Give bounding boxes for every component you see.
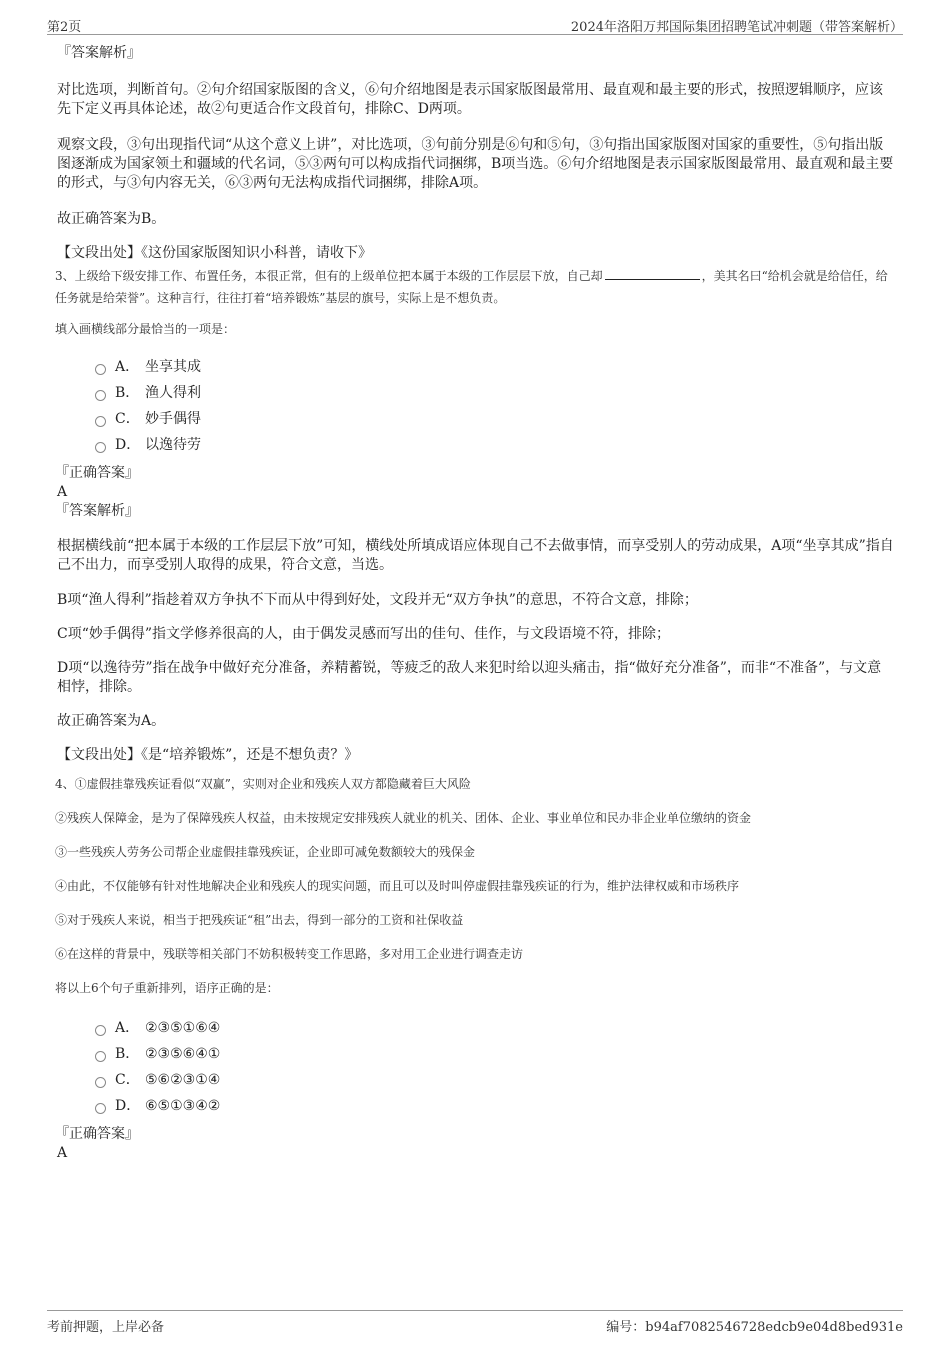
option-letter: A． [115,1020,140,1036]
radio-icon[interactable] [95,1103,106,1114]
option-text: ⑤⑥②③①④ [145,1072,221,1088]
document-title: 2024年洛阳万邦国际集团招聘笔试冲刺题（带答案解析） [570,20,903,35]
q3-source: 【文段出处】《是“培养锻炼”，还是不想负责？》 [57,747,359,763]
option-text: 渔人得利 [145,385,201,401]
q2-source: 【文段出处】《这份国家版图知识小科普，请收下》 [57,245,372,261]
q3-stem [55,265,895,309]
q3-analysis-p1: 根据横线前“把本属于本级的工作层层下放”可知，横线处所填成语应体现自己不去做事情，而享受别人的劳动成果，A项“坐享其成”指自己不出力，而享受别人取得的成果，符合文意，当选。 [57,538,894,573]
q4-sentence-1: 4、①虚假挂靠残疾证看似“双赢”，实则对企业和残疾人双方都隐藏着巨大风险 [55,777,471,791]
option-letter: D． [115,1098,141,1114]
footer-slogan: 考前押题，上岸必备 [47,1320,165,1335]
q3-option-d[interactable] [95,432,895,458]
q4-sentence-6: ⑥在这样的背景中，残联等相关部门不妨积极转变工作思路，多对用工企业进行调查走访 [55,947,524,961]
radio-icon[interactable] [95,364,106,375]
radio-icon[interactable] [95,442,106,453]
q4-option-b[interactable] [95,1041,895,1067]
q3-stem-part-b: ，美其名曰“给机会就是给信任，给任务就是给荣誉”。这种言行，往往打着“培养锻炼”基层的旗号，实际上是不想负责。 [55,269,888,305]
option-text: ②③⑤①⑥④ [145,1020,221,1036]
option-letter: D． [115,437,141,453]
q3-option-c[interactable] [95,406,895,432]
page-header [47,14,903,35]
radio-icon[interactable] [95,416,106,427]
option-text: ⑥⑤①③④② [145,1098,221,1114]
radio-icon[interactable] [95,1025,106,1036]
q4-sentence-3: ③一些残疾人劳务公司帮企业虚假挂靠残疾证，企业即可减免数额较大的残保金 [55,845,476,859]
q4-sentence-2: ②残疾人保障金，是为了保障残疾人权益，由未按规定安排残疾人就业的机关、团体、企业、事业单位和民办非企业单位缴纳的资金 [55,811,752,825]
q3-options [95,354,895,458]
q4-correct-label: 『正确答案』 [55,1126,139,1142]
q3-analysis-p4: D项“以逸待劳”指在战争中做好充分准备，养精蓄锐，等疲乏的敌人来犯时给以迎头痛击，指“做好充分准备”，而非“不准备”，与文意相悖，排除。 [57,660,882,695]
q4-prompt: 将以上6个句子重新排列，语序正确的是： [55,981,279,995]
q4-options [95,1015,895,1119]
q2-analysis-label: 『答案解析』 [57,45,141,61]
q4-correct-answer: A [57,1145,68,1161]
q3-stem-part-a: 3、上级给下级安排工作、布置任务，本很正常，但有的上级单位把本属于本级的工作层层下放，自己却 [55,269,603,283]
option-letter: C． [115,1072,140,1088]
q4-sentence-5: ⑤对于残疾人来说，相当于把残疾证“租”出去，得到一部分的工资和社保收益 [55,913,464,927]
q2-analysis-p2: 观察文段，③句出现指代词“从这个意义上讲”，对比选项，③句前分别是⑥句和⑤句，③句指出国家版图对国家的重要性，⑤句指出版图逐渐成为国家领土和疆域的代名词，⑤③两句可以构成指代词捆绑，B项当选。⑥句介绍地图是表示国家版图最常用、最直观和最主要的形式，与③句内容无关，⑥③两句无法构成指代词捆绑，排除A项。 [57,137,894,191]
q4-option-a[interactable] [95,1015,895,1041]
q3-correct-label: 『正确答案』 [55,465,139,481]
q2-analysis-p1: 对比选项，判断首句。②句介绍国家版图的含义，⑥句介绍地图是表示国家版图最常用、最直观和最主要的形式，按照逻辑顺序，应该先下定义再具体论述，故②句更适合作文段首句，排除C、D两项。 [57,82,883,117]
q3-option-b[interactable] [95,380,895,406]
q4-option-d[interactable] [95,1093,895,1119]
q3-option-a[interactable] [95,354,895,380]
page-footer [47,1310,903,1335]
option-text: 坐享其成 [145,359,201,375]
page-number: 第2页 [47,20,82,35]
q4-option-c[interactable] [95,1067,895,1093]
q3-prompt: 填入画横线部分最恰当的一项是： [55,322,236,336]
radio-icon[interactable] [95,390,106,401]
q2-analysis-p3: 故正确答案为B。 [57,211,166,227]
option-text: ②③⑤⑥④① [145,1046,221,1062]
radio-icon[interactable] [95,1077,106,1088]
option-text: 妙手偶得 [145,411,201,427]
q3-analysis-label: 『答案解析』 [55,503,139,519]
option-letter: A． [115,359,140,375]
q3-analysis-p2: B项“渔人得利”指趁着双方争执不下而从中得到好处，文段并无“双方争执”的意思，不符合文意，排除； [57,592,698,608]
option-letter: B． [115,385,140,401]
q3-analysis-p3: C项“妙手偶得”指文学修养很高的人，由于偶发灵感而写出的佳句、佳作，与文段语境不符，排除； [57,626,671,642]
option-letter: B． [115,1046,140,1062]
option-letter: C． [115,411,140,427]
document-id: 编号：b94af7082546728edcb9e04d8bed931e [606,1320,903,1335]
q4-sentence-4: ④由此，不仅能够有针对性地解决企业和残疾人的现实问题，而且可以及时叫停虚假挂靠残疾证的行为，维护法律权威和市场秩序 [55,879,740,893]
q3-blank [605,267,700,280]
document-body [55,44,895,1163]
q3-analysis-p5: 故正确答案为A。 [57,713,166,729]
option-text: 以逸待劳 [145,437,201,453]
q3-correct-answer: A [57,484,68,500]
radio-icon[interactable] [95,1051,106,1062]
